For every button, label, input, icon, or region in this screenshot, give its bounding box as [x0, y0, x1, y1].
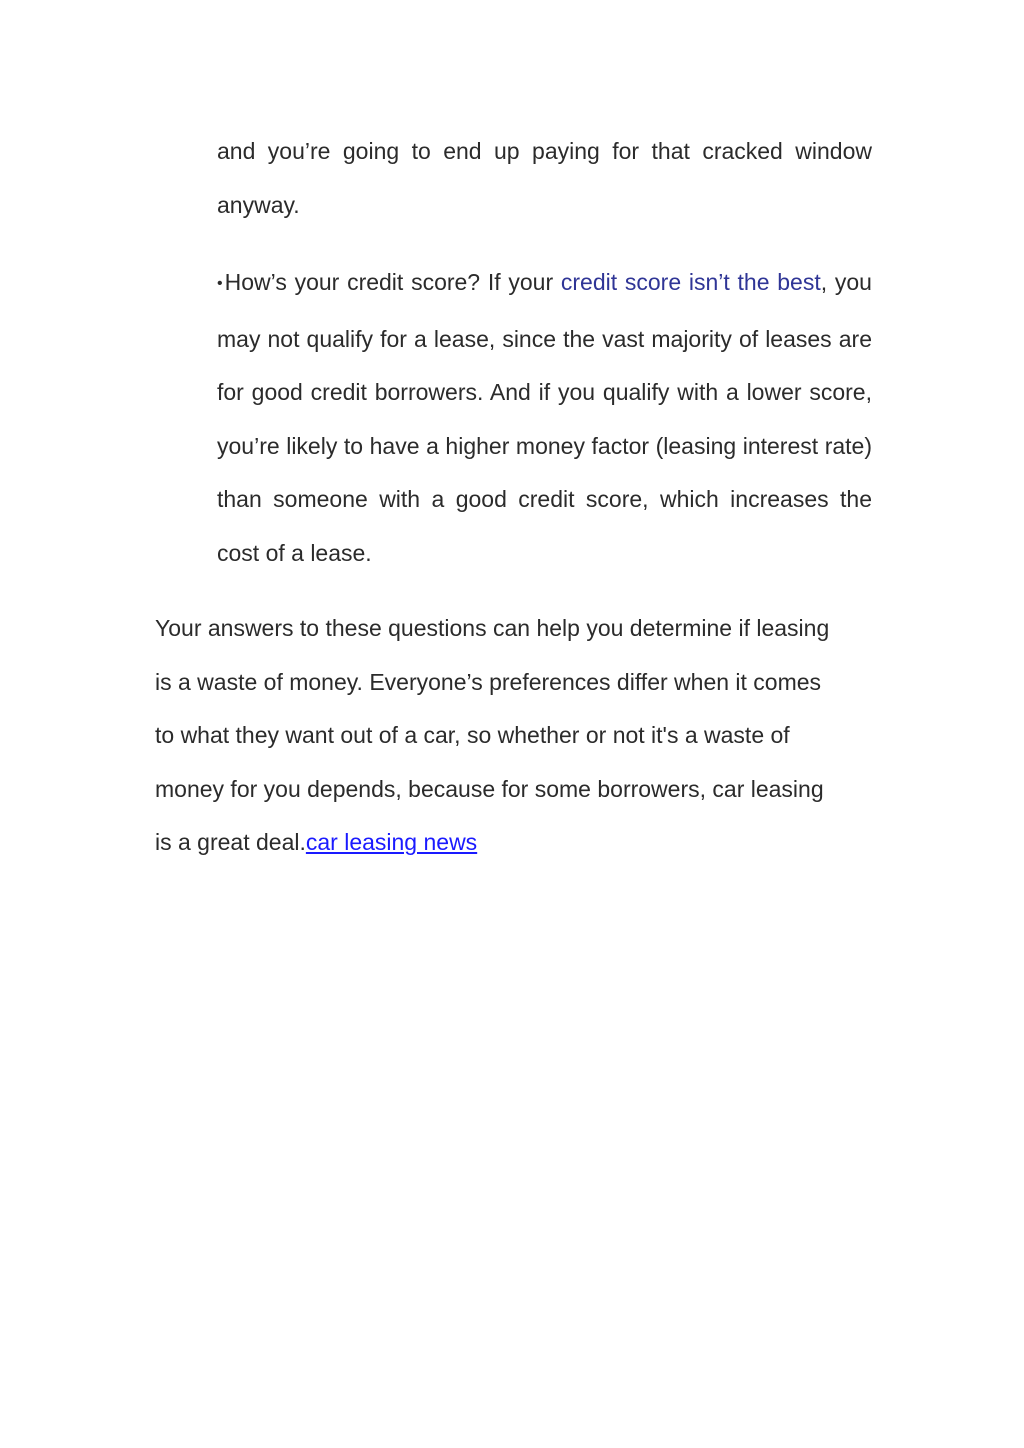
bullet-icon: •: [217, 275, 223, 292]
main-paragraph-last-line: [155, 816, 870, 870]
main-paragraph-line: is a waste of money. Everyone’s preferences differ when it comes: [155, 668, 822, 695]
main-paragraph-last-text: is a great deal.: [155, 829, 306, 856]
bullet-item: [217, 256, 872, 581]
bullet-trailing-text: , you may not qualify for a lease, since the vast majority of leases are for good credit borrowers. And if you qualify with a lower score, you’re likely to have a higher money factor (leasing interest rate) than someone with a good credit score, which increases the cost of a lease.: [217, 269, 872, 566]
car-leasing-news-link[interactable]: car leasing news: [305, 829, 478, 856]
main-paragraph-line: to what they want out of a car, so whether or not it's a waste of: [155, 722, 790, 749]
main-paragraph-line: money for you depends, because for some borrowers, car leasing: [155, 775, 824, 802]
credit-score-link[interactable]: credit score isn’t the best: [560, 269, 821, 295]
bullet-lead-text: How’s your credit score? If your: [224, 269, 561, 295]
main-paragraph: [155, 602, 870, 870]
main-paragraph-line: Your answers to these questions can help you determine if leasing: [155, 615, 830, 641]
continued-paragraph: and you’re going to end up paying for that cracked window anyway.: [217, 138, 872, 218]
